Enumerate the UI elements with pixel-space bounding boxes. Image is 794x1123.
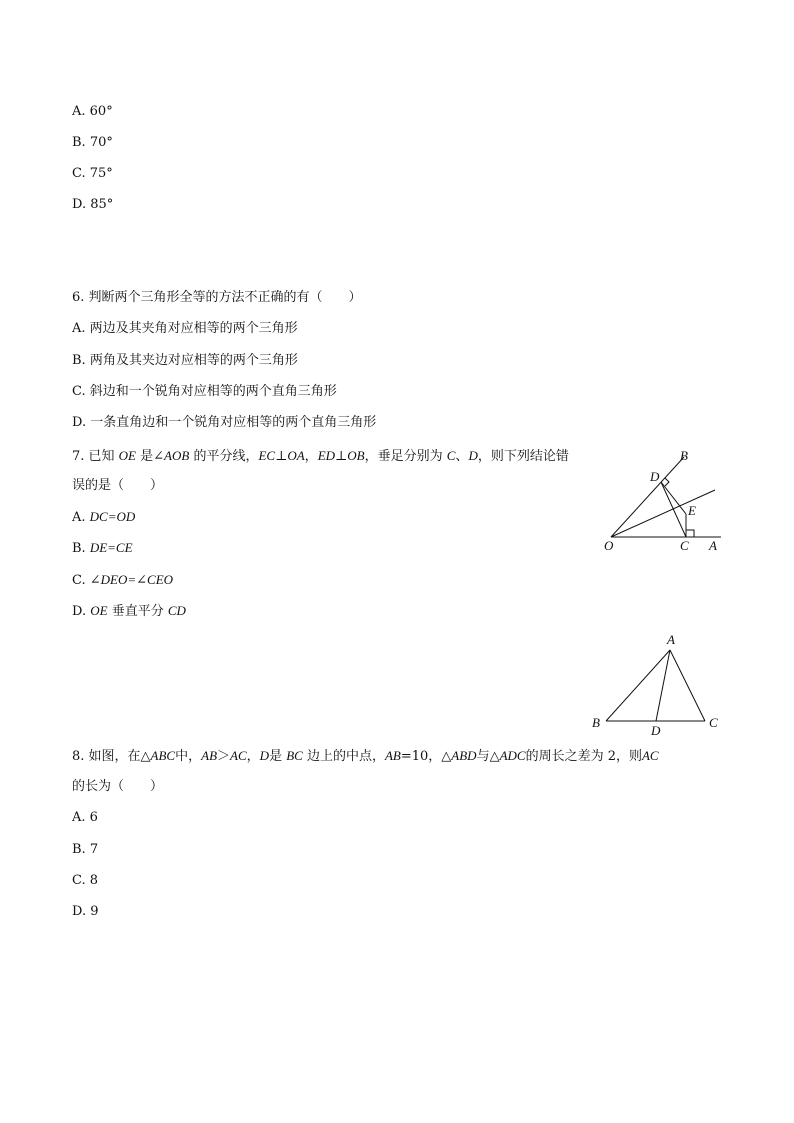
- q8-stem: 8. 如图，在△ABC中，AB＞AC，D是 BC 边上的中点，AB=10，△ABD与△ADC的周长之差为 2，则AC: [72, 748, 659, 764]
- q6-stem: 6. 判断两个三角形全等的方法不正确的有（ ）: [72, 290, 362, 305]
- label-d: D: [650, 469, 660, 484]
- q5-option-d: D. 85°: [72, 197, 114, 212]
- median-ad: [656, 650, 670, 721]
- q8-option-b: B. 7: [72, 842, 99, 857]
- side-ac: [670, 650, 705, 721]
- q8-stem-line2: 的长为（ ）: [72, 779, 164, 794]
- label-c: C: [680, 538, 689, 553]
- side-ab: [606, 650, 670, 721]
- q6-option-d: D. 一条直角边和一个锐角对应相等的两个直角三角形: [72, 415, 377, 430]
- label-a: A: [667, 632, 675, 647]
- q8-figure: [588, 628, 728, 740]
- q5-option-c: C. 75°: [72, 166, 113, 181]
- label-o: O: [604, 538, 614, 553]
- q7-option-b: B. DE=CE: [72, 540, 133, 556]
- label-e: E: [688, 503, 696, 518]
- label-d: D: [651, 723, 661, 738]
- q8-option-a: A. 6: [72, 810, 98, 825]
- q7-option-c: C. ∠DEO=∠CEO: [72, 572, 174, 588]
- q6-option-b: B. 两角及其夹边对应相等的两个三角形: [72, 353, 298, 368]
- right-angle-mark-c: [686, 530, 694, 537]
- q6-option-a: A. 两边及其夹角对应相等的两个三角形: [72, 321, 298, 336]
- right-angle-mark-d: [665, 478, 669, 486]
- label-c: C: [709, 715, 718, 730]
- q7-stem: 7. 已知 OE 是∠AOB 的平分线，EC⊥OA，ED⊥OB，垂足分别为 C、D，则下列结论错: [72, 448, 569, 464]
- q7-figure: [595, 440, 735, 560]
- q7-stem-line2: 误的是（ ）: [72, 478, 164, 493]
- label-b: B: [680, 448, 688, 463]
- label-b: B: [592, 715, 600, 730]
- q5-option-a: A. 60°: [72, 104, 113, 119]
- q7-option-a: A. DC=OD: [72, 509, 136, 525]
- q6-option-c: C. 斜边和一个锐角对应相等的两个直角三角形: [72, 384, 337, 399]
- q8-option-d: D. 9: [72, 904, 99, 919]
- bisector-oe: [611, 490, 715, 537]
- q7-option-d: D. OE 垂直平分 CD: [72, 603, 186, 619]
- label-a: A: [709, 538, 717, 553]
- q8-option-c: C. 8: [72, 873, 99, 888]
- q5-option-b: B. 70°: [72, 135, 113, 150]
